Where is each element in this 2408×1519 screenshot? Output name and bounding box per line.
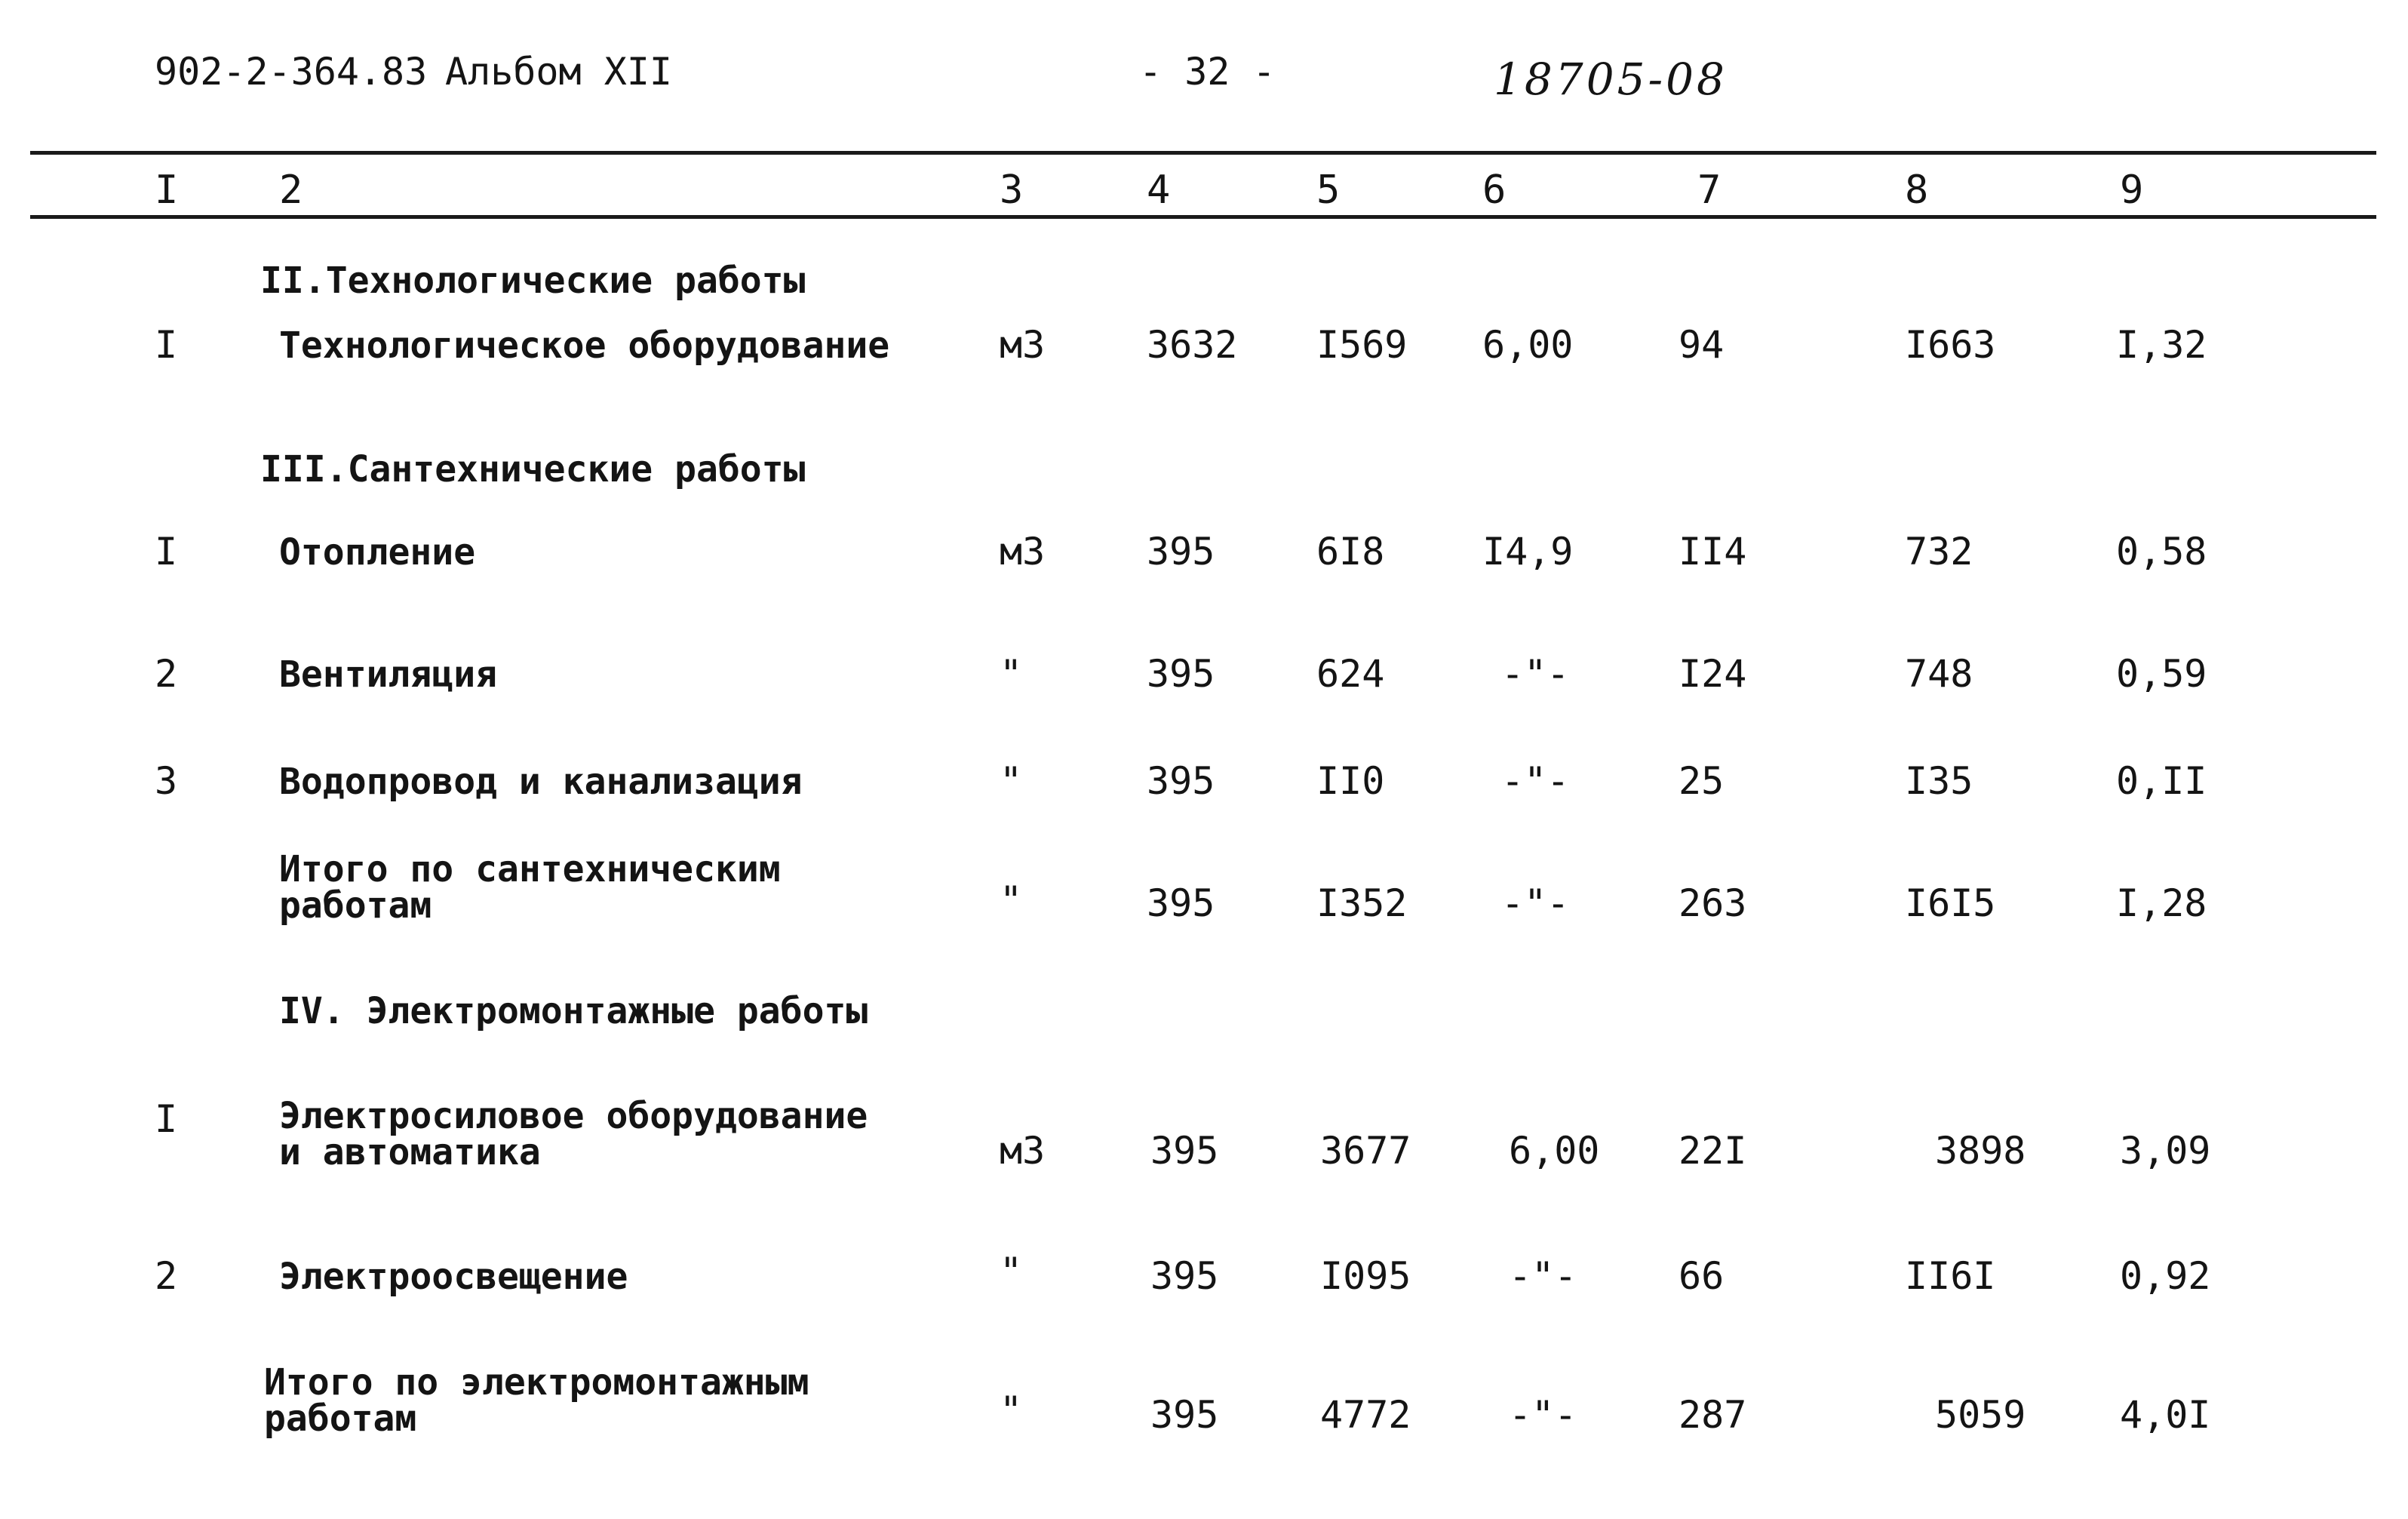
section-title: IV. Электромонтажные работы — [279, 990, 868, 1032]
col-header-5: 5 — [1316, 168, 1341, 213]
row-c4: 395 — [1150, 1393, 1219, 1437]
row-unit: м3 — [1000, 1129, 1046, 1173]
row-c4: 3632 — [1147, 323, 1238, 367]
row-c9: 0,58 — [2116, 530, 2207, 573]
row-c9: I,28 — [2116, 881, 2207, 925]
row-c5: I569 — [1316, 323, 1408, 367]
col-header-8: 8 — [1905, 168, 1929, 213]
col-header-3: 3 — [1000, 168, 1024, 213]
row-c6: 6,00 — [1482, 323, 1574, 367]
row-c9: I,32 — [2116, 323, 2207, 367]
row-c6: -"- — [1509, 1393, 1577, 1437]
row-c6: I4,9 — [1482, 530, 1574, 573]
row-c8: I35 — [1905, 759, 1973, 803]
row-c9: 0,92 — [2120, 1254, 2211, 1298]
row-c5: I095 — [1320, 1254, 1411, 1298]
row-unit: " — [1000, 1250, 1023, 1293]
col-header-6: 6 — [1482, 168, 1507, 213]
col-header-1: I — [155, 168, 179, 213]
row-c8: 5059 — [1935, 1393, 2026, 1437]
row-c9: 3,09 — [2120, 1129, 2211, 1173]
row-name: Отопление — [279, 531, 476, 573]
row-c8: I663 — [1905, 323, 1996, 367]
row-number: I — [155, 1097, 178, 1141]
row-c5: 3677 — [1320, 1129, 1411, 1173]
row-c5: 624 — [1316, 652, 1385, 696]
row-c8: 748 — [1905, 652, 1973, 696]
row-c6: -"- — [1501, 881, 1570, 925]
table-top-rule — [30, 151, 2376, 155]
row-c8: 732 — [1905, 530, 1973, 573]
row-c7: 25 — [1679, 759, 1725, 803]
col-header-4: 4 — [1147, 168, 1171, 213]
col-header-7: 7 — [1697, 168, 1722, 213]
row-c7: 22I — [1679, 1129, 1747, 1173]
row-unit: " — [1000, 878, 1023, 922]
row-unit: м3 — [1000, 323, 1046, 367]
row-c9: 0,59 — [2116, 652, 2207, 696]
row-c8: 3898 — [1935, 1129, 2026, 1173]
row-unit: " — [1000, 652, 1023, 696]
handwritten-number: 18705-08 — [1494, 54, 1728, 105]
row-number: 3 — [155, 759, 178, 803]
row-number: 2 — [155, 652, 178, 696]
row-c5: II0 — [1316, 759, 1385, 803]
row-c7: II4 — [1679, 530, 1747, 573]
section-title: II.Технологические работы — [260, 260, 806, 302]
row-name: Вентиляция — [279, 653, 497, 696]
row-c8: II6I — [1905, 1254, 1996, 1298]
row-c6: -"- — [1501, 759, 1570, 803]
row-c9: 0,II — [2116, 759, 2207, 803]
row-name: Электросиловое оборудование и автоматика — [279, 1095, 868, 1173]
row-c7: 94 — [1679, 323, 1725, 367]
row-c5: 6I8 — [1316, 530, 1385, 573]
row-c4: 395 — [1147, 652, 1215, 696]
row-name: Электроосвещение — [279, 1256, 628, 1298]
row-c4: 395 — [1150, 1129, 1219, 1173]
row-c7: 66 — [1679, 1254, 1725, 1298]
page-number: - 32 - — [1139, 50, 1276, 94]
row-c9: 4,0I — [2120, 1393, 2211, 1437]
row-c4: 395 — [1147, 530, 1215, 573]
row-unit: м3 — [1000, 530, 1046, 573]
row-c6: 6,00 — [1509, 1129, 1600, 1173]
col-header-9: 9 — [2120, 168, 2144, 213]
row-c4: 395 — [1147, 881, 1215, 925]
row-c5: 4772 — [1320, 1393, 1411, 1437]
section-title: III.Сантехнические работы — [260, 448, 806, 490]
album-label: Альбом XII — [445, 50, 673, 94]
row-c6: -"- — [1509, 1254, 1577, 1298]
row-c4: 395 — [1147, 759, 1215, 803]
row-c7: I24 — [1679, 652, 1747, 696]
row-unit: " — [1000, 1388, 1023, 1432]
row-number: I — [155, 323, 178, 367]
row-c7: 287 — [1679, 1393, 1747, 1437]
table-header-rule — [30, 215, 2376, 219]
col-header-2: 2 — [279, 168, 303, 213]
row-name: Технологическое оборудование — [279, 324, 890, 367]
row-number: 2 — [155, 1254, 178, 1298]
row-unit: " — [1000, 759, 1023, 803]
row-c5: I352 — [1316, 881, 1408, 925]
row-name: Итого по сантехническим работам — [279, 848, 781, 927]
row-number: I — [155, 530, 178, 573]
row-c7: 263 — [1679, 881, 1747, 925]
row-name: Итого по электромонтажным работам — [264, 1361, 809, 1440]
doc-code: 902-2-364.83 — [155, 50, 428, 94]
row-c6: -"- — [1501, 652, 1570, 696]
row-c4: 395 — [1150, 1254, 1219, 1298]
row-c8: I6I5 — [1905, 881, 1996, 925]
row-name: Водопровод и канализация — [279, 761, 803, 803]
